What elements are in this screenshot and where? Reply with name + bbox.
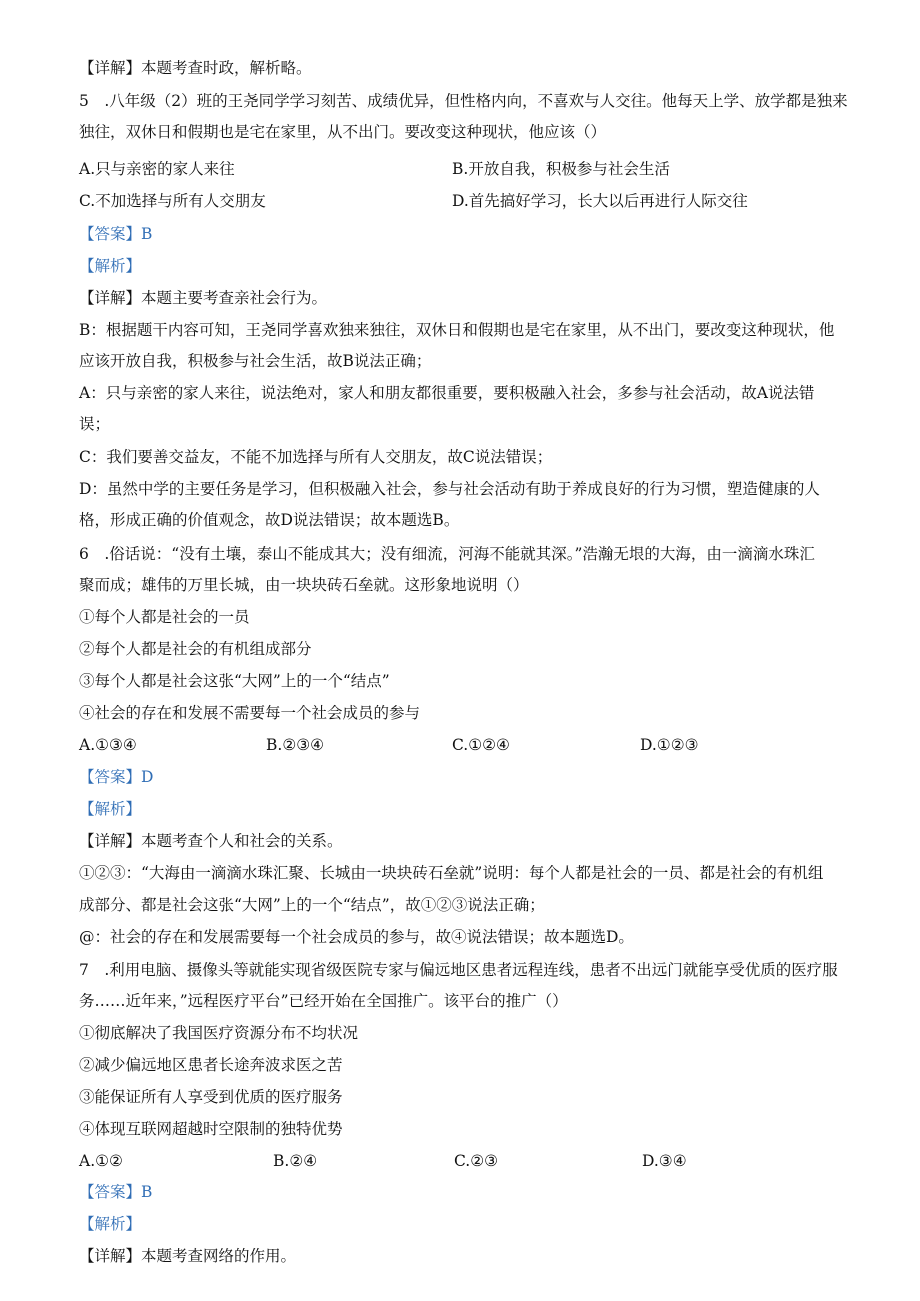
q6-statement-4: ④社会的存在和发展不需要每一个社会成员的参与 [79,704,421,722]
q7-option-a: A.①② [79,1152,123,1170]
q5-explain-d-cont: 格，形成正确的价值观念，故D说法错误；故本题选B。 [79,511,460,529]
q5-option-a: A.只与亲密的家人来往 [79,160,235,178]
q6-analysis-label: 【解析】 [79,800,142,818]
q6-explain-1: ①②③：“大海由一滴滴水珠汇聚、长城由一块块砖石垒就”说明：每个人都是社会的一员、都是社会的有机组 [79,864,824,882]
q6-option-d: D.①②③ [640,736,699,754]
q7-option-c: C.②③ [454,1152,499,1170]
q5-option-b: B.开放自我，积极参与社会生活 [452,160,670,178]
q5-analysis-label: 【解析】 [79,257,142,275]
q7-statement-1: ①彻底解决了我国医疗资源分布不均状况 [79,1024,359,1042]
q7-statement-4: ④体现互联网超越时空限制的独特优势 [79,1120,343,1138]
q6-option-b: B.②③④ [266,736,325,754]
question-5-stem: 5 .八年级（2）班的王尧同学学习刻苦、成绩优异，但性格内向，不喜欢与人交往。他每天上学、放学都是独来 [79,92,848,110]
q5-explain-b: B：根据题干内容可知，王尧同学喜欢独来独往，双休日和假期也是宅在家里，从不出门，要改变这种现状，他 [79,321,835,339]
q6-statement-2: ②每个人都是社会的有机组成部分 [79,640,312,658]
q6-option-c: C.①②④ [452,736,510,754]
q5-explain-c: C：我们要善交益友，不能不加选择与所有人交朋友，故C说法错误； [79,448,553,466]
q6-detail: 【详解】本题考查个人和社会的关系。 [79,832,343,850]
q5-explain-a-cont: 误； [79,415,111,433]
q6-answer: 【答案】D [79,768,154,786]
q7-answer: 【答案】B [79,1183,153,1201]
q7-option-b: B.②④ [273,1152,318,1170]
detail-line: 【详解】本题考查时政，解析略。 [79,59,312,77]
q7-detail: 【详解】本题考查网络的作用。 [79,1247,297,1265]
q6-explain-2: @：社会的存在和发展需要每一个社会成员的参与，故④说法错误；故本题选D。 [79,928,634,946]
q5-detail: 【详解】本题主要考查亲社会行为。 [79,289,328,307]
q5-explain-d: D：虽然中学的主要任务是学习，但积极融入社会，参与社会活动有助于养成良好的行为习惯，塑造健康的人 [79,480,820,498]
q7-option-d: D.③④ [642,1152,687,1170]
q5-explain-b-cont: 应该开放自我，积极参与社会生活，故B说法正确； [79,352,432,370]
q6-explain-1-cont: 成部分、都是社会这张“大网”上的一个“结点”，故①②③说法正确； [79,896,545,914]
q5-option-c: C.不加选择与所有人交朋友 [79,192,266,210]
q6-statement-1: ①每个人都是社会的一员 [79,608,250,626]
question-5-stem-cont: 独往，双休日和假期也是宅在家里，从不出门。要改变这种现状，他应该（） [79,123,607,141]
question-7-stem-cont: 务……近年来，”远程医疗平台”已经开始在全国推广。该平台的推广（） [79,992,568,1010]
q6-statement-3: ③每个人都是社会这张“大网”上的一个“结点” [79,672,390,690]
q7-statement-2: ②减少偏远地区患者长途奔波求医之苦 [79,1056,343,1074]
question-6-stem-cont: 聚而成；雄伟的万里长城，由一块块砖石垒就。这形象地说明（） [79,576,529,594]
question-7-stem: 7 .利用电脑、摄像头等就能实现省级医院专家与偏远地区患者远程连线，患者不出远门就能享受优质的医疗服 [79,961,838,979]
q7-statement-3: ③能保证所有人享受到优质的医疗服务 [79,1088,343,1106]
q5-explain-a: A：只与亲密的家人来往，说法绝对，家人和朋友都很重要，要积极融入社会，多参与社会活动，故A说法错 [79,384,815,402]
q5-option-d: D.首先搞好学习，长大以后再进行人际交往 [452,192,748,210]
q5-answer: 【答案】B [79,225,153,243]
question-6-stem: 6 .俗话说：“没有土壤，泰山不能成其大；没有细流，河海不能就其深。”浩瀚无垠的大海，由一滴滴水珠汇 [79,545,815,563]
q6-option-a: A.①③④ [79,736,137,754]
q7-analysis-label: 【解析】 [79,1215,142,1233]
